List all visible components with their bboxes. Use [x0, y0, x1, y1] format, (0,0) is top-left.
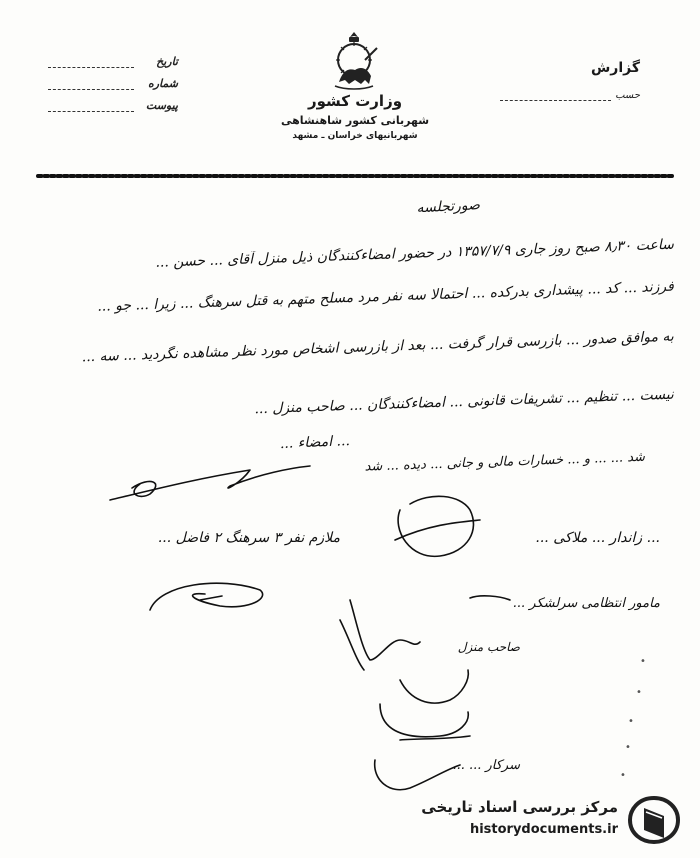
attachment-label: پیوست	[145, 99, 178, 112]
signatory-owner: صاحب منزل	[457, 640, 520, 654]
report-sub-line	[500, 90, 611, 101]
body-line-2: فرزند ... کد ... پیشداری بدرکده ... احتمالا سه نفر مرد مسلح متهم به قتل سرهنگ ... زیرا ... جو ...	[97, 278, 675, 315]
date-line	[48, 55, 134, 68]
lion-and-sun-emblem-icon	[325, 30, 383, 92]
body-line-5: شد ... ... و ... خسارات مالی و جانی ... دیده ... شد	[364, 449, 646, 475]
ministry-title: وزارت کشور	[307, 92, 403, 110]
date-label: تاریخ	[156, 55, 178, 68]
report-sub-label: حسب	[615, 90, 640, 101]
ministry-subtitle: شهربانی کشور شاهنشاهی	[280, 114, 430, 127]
number-line	[48, 77, 134, 90]
body-line-1: ساعت ۸٫۳۰ صبح روز جاری ۱۳۵۷/۷/۹ در حضور امضاءکنندگان ذیل منزل آقای ... حسن ...	[155, 236, 675, 271]
number-label: شماره	[147, 77, 178, 90]
signatory-right: ... زاندار ... ملاکی ...	[535, 530, 660, 546]
dotted-divider	[36, 172, 676, 180]
subject-heading: صورتجلسه	[416, 197, 481, 217]
date-field	[48, 46, 178, 68]
ministry-city: شهربانیهای خراسان ـ مشهد	[292, 131, 418, 141]
archive-logo-icon	[626, 794, 682, 846]
archive-watermark	[420, 790, 690, 850]
report-sub-field	[500, 90, 640, 101]
report-block	[500, 60, 640, 101]
signatory-bottom: سرکار ... ...	[452, 758, 520, 773]
body-line-6: ... امضاء ...	[279, 433, 351, 453]
watermark-site: historydocuments.ir	[469, 822, 618, 837]
report-title: گزارش	[590, 60, 640, 76]
body-line-3: به موافق صدور ... بازرسی قرار گرفت ... بعد از بازرسی اشخاص مورد نظر مشاهده نگردید ... سه ...	[81, 328, 675, 366]
body-line-4: نیست ... تنظیم ... تشریفات قانونی ... امضاءکنندگان ... صاحب منزل ...	[254, 386, 675, 418]
number-field	[48, 68, 178, 90]
ministry-block	[240, 92, 470, 141]
signatory-left: ملازم نفر ۳ سرهنگ ۲ فاضل ...	[157, 530, 340, 546]
signatory-officer: مامور انتظامی سرلشکر ...	[512, 596, 660, 611]
watermark-title: مرکز بررسی اسناد تاریخی	[421, 798, 618, 816]
attachment-line	[48, 99, 134, 112]
header-fields	[48, 46, 178, 112]
document-page: تاریخ شماره پیوست وزارت کشور شهربانی کشور شاهنشاهی شهربانیهای خراسان ـ مشهد گزارش حسب صورتجلسه ساعت ۸٫۳۰ صبح روز جاری ۱۳۵۷/۷/۹ در حضور امضاءکنندگان ذیل منزل آقای ... حسن ... فرزند ... کد ... پیشداری بدرکده ... احتمالا سه نفر مرد مسلح متهم به قتل سرهنگ ... زیرا ... جو ... به موافق صدور ... بازرسی قرار گرفت ... بعد از بازرسی اشخاص مورد نظر مشاهده نگردید ... سه ... نیست ... تنظیم ... تشریفات قانونی ... امضاءکنندگان ... صاحب منزل ... شد ... ... و ... خسارات مالی و جانی ... دیده ... شد ... امضاء ... ملازم نفر ۳ سرهنگ ۲ فاضل ... ... زاندار ... ملاکی ... مامور انتظامی سرلشکر ... صاحب منزل سرکار ... ... • • • • • مرکز بررسی اسناد تاریخی historydocuments.ir	[0, 0, 700, 858]
attachment-field	[48, 90, 178, 112]
